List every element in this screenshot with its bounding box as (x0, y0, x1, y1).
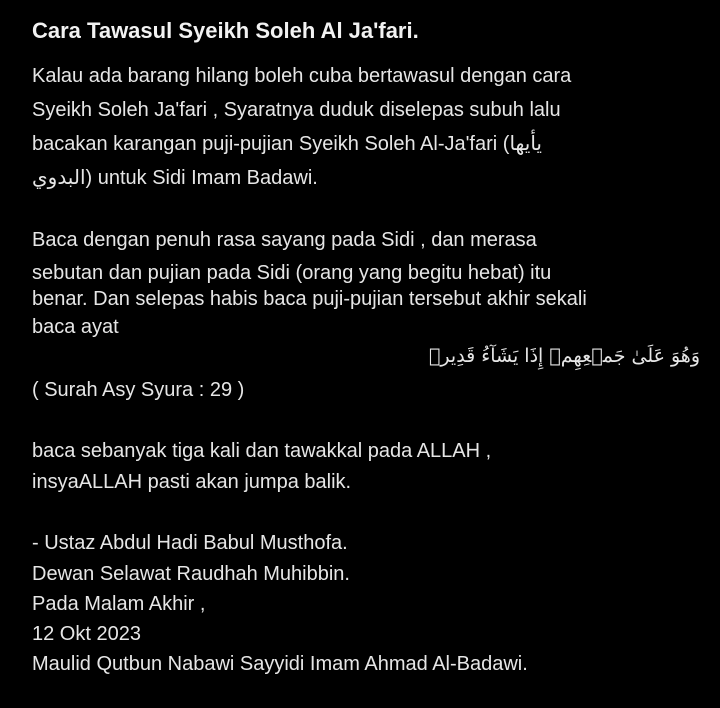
paragraph1-line4-text: ) untuk Sidi Imam Badawi. (85, 167, 318, 189)
paragraph1-line3-arabic: يأيها (509, 131, 542, 155)
signature-date: 12 Okt 2023 (32, 623, 141, 645)
paragraph2-line4: baca ayat (32, 316, 119, 338)
paragraph2-line1: Baca dengan penuh rasa sayang pada Sidi , dan merasa (32, 229, 537, 251)
signature-event: Maulid Qutbun Nabawi Sayyidi Imam Ahmad Al-Badawi. (32, 653, 528, 675)
note-title: Cara Tawasul Syeikh Soleh Al Ja'fari. (32, 18, 419, 43)
paragraph2-line3: benar. Dan selepas habis baca puji-pujian tersebut akhir sekali (32, 288, 587, 310)
paragraph3-line1: baca sebanyak tiga kali dan tawakkal pada ALLAH , (32, 440, 492, 462)
paragraph1-line1: Kalau ada barang hilang boleh cuba bertawasul dengan cara (32, 65, 572, 87)
paragraph3-line2: insyaALLAH pasti akan jumpa balik. (32, 471, 352, 493)
verse-reference: ( Surah Asy Syura : 29 ) (32, 379, 245, 401)
paragraph1-line2: Syeikh Soleh Ja'fari , Syaratnya duduk diselepas subuh lalu (32, 99, 561, 121)
paragraph2-line2: sebutan dan pujian pada Sidi (orang yang begitu hebat) itu (32, 262, 552, 284)
paragraph1-line4 (32, 163, 318, 192)
signature-author: - Ustaz Abdul Hadi Babul Musthofa. (32, 532, 348, 554)
signature-organization: Dewan Selawat Raudhah Muhibbin. (32, 563, 350, 585)
paragraph1-line4-arabic: البدوي (32, 165, 86, 189)
paragraph1-line3-text: bacakan karangan puji-pujian Syeikh Soleh Al-Ja'fari ( (32, 133, 510, 155)
paragraph1-line3 (32, 129, 542, 158)
quran-verse-arabic: وَهُوَ عَلَىٰ جَمۡعِهِمۡ إِذَا يَشَآءُ قَدِيرٞ (429, 345, 700, 367)
signature-occasion: Pada Malam Akhir , (32, 593, 206, 615)
